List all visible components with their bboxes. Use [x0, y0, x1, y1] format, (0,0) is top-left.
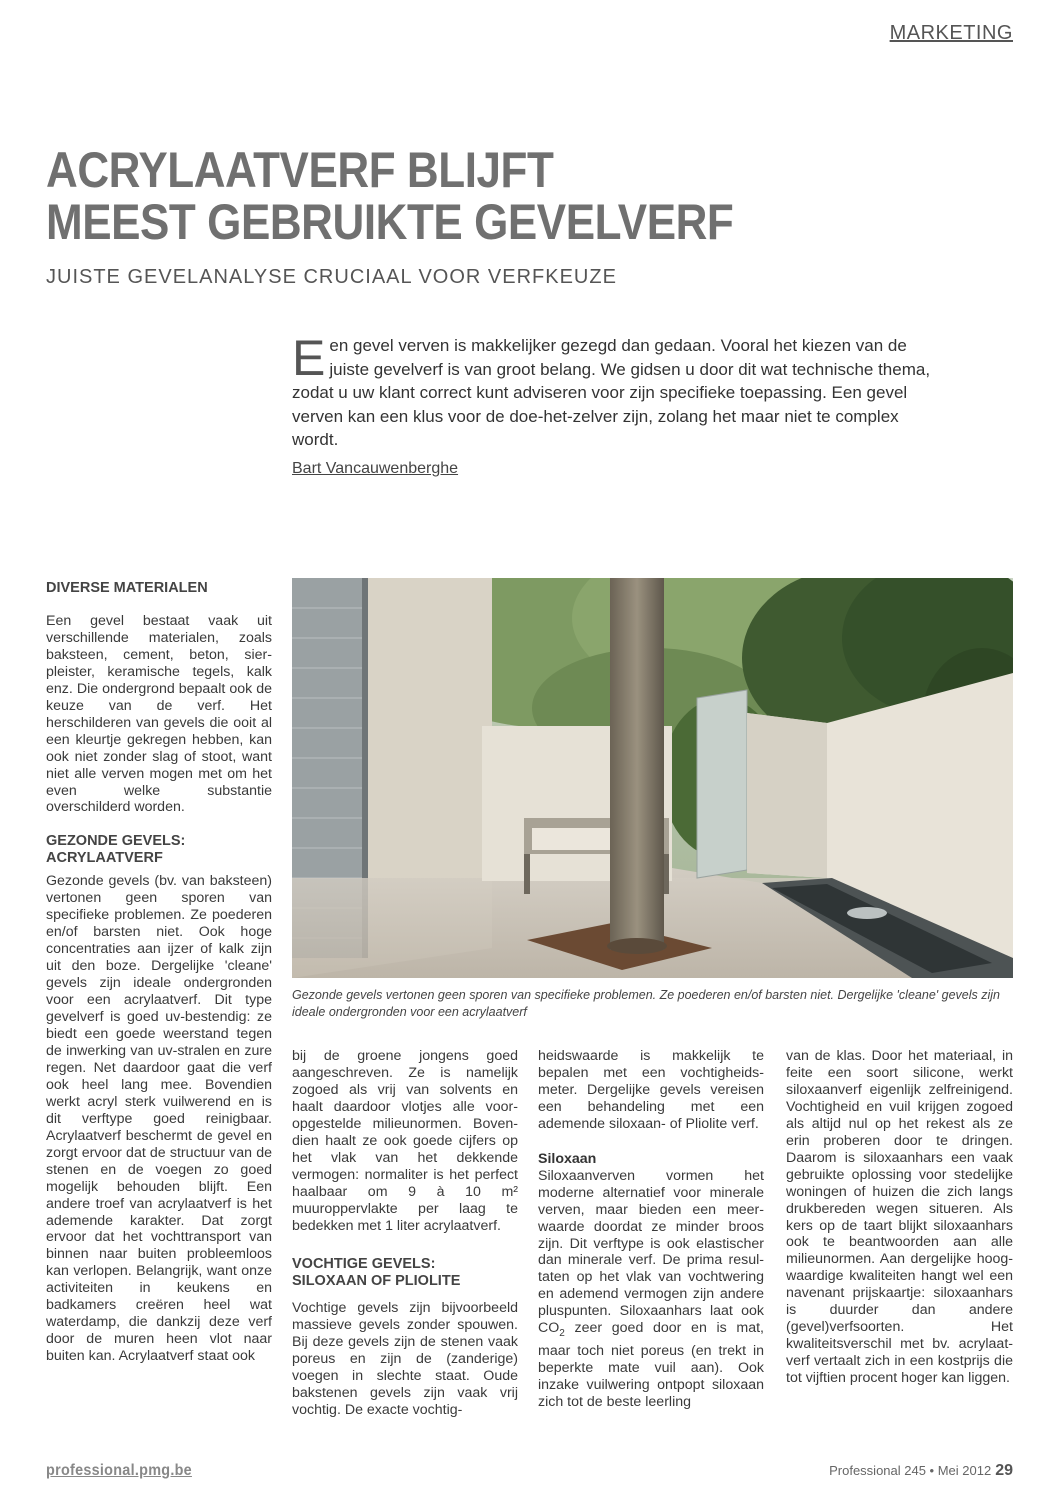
- courtyard-photo: [292, 578, 1013, 978]
- paragraph: [538, 1168, 764, 1411]
- author-byline: Bart Vancauwenberghe: [292, 460, 459, 477]
- paragraph: heidswaarde is makkelijk te bepalen met een vochtigheidsmeter. Dergelijke gevels vereisen een behandeling met een ademende siloxaan- of Pliolite verf.: [538, 1048, 764, 1132]
- heading-line: GEZONDE GEVELS:: [46, 833, 186, 850]
- heading-line: ACRYLAATVERF: [46, 850, 163, 867]
- heading-line: VOCHTIGE GEVELS:: [292, 1256, 436, 1273]
- paragraph: Vochtige gevels zijn bijvoorbeeld massieve gevels zonder spouwen. Bij deze gevels zijn de stenen vaak poreus en zijn de (zanderige) voegen in slechte staat. Oude bakstenen gevels zijn vaak vrij vochtig. De exacte vochtig-: [292, 1300, 518, 1419]
- article-title: [46, 144, 838, 248]
- column-1: [46, 580, 272, 1365]
- section-tag: MARKETING: [889, 22, 1013, 44]
- paragraph: van de klas. Door het materiaal, in feite een soort silicone, werkt siloxaanverf eigenlijk zelfreinigend. Vochtigheid en vuil krijgen zogoed als altijd nul op het rekest als ze erin proberen door te dringen. Daarom is siloxaanhars een vaak gebruikte oplossing voor stedelijke woningen of huizen die zich langs drukbereden wegen situeren. Als kers op de taart blijkt siloxaanhars ook te beantwoorden aan alle milieunormen. Aan dergelijke hoogwaardige kwaliteiten hangt wel een navenant prijskaartje: siloxaanhars is duurder dan andere (gevel)verfsoorten. Het kwaliteitsverschil met bv. acrylaatverf vertaalt zich in een kostprijs die tot vijftien procent hoger kan liggen.: [786, 1048, 1013, 1387]
- heading-diverse-materialen: DIVERSE MATERIALEN: [46, 580, 208, 596]
- column-4: [786, 1048, 1013, 1387]
- intro-text: en gevel verven is makkelijker gezegd dan gedaan. Vooral het kiezen van de juiste gevelverf is van groot belang. We gidsen u door dit wat technische thema, zodat u uw klant correct kunt adviseren voor zijn specifieke toepassing. Een gevel verven kan een klus voor de doe-het-zelver zijn, zolang het maar niet te complex wordt.: [292, 336, 931, 449]
- footer-issue: [829, 1462, 1013, 1480]
- drop-cap: E: [292, 330, 326, 386]
- paragraph: Een gevel bestaat vaak uit verschillende materialen, zoals baksteen, cement, beton, sierpleister, keramische tegels, kalk enz. Die ondergrond bepaalt ook de keuze van de verf. Het herschilderen van gevels die ooit al een kleurtje gekregen hebben, kan ook niet zonder slag of stoot, want niet alle verven mogen met om het even welke substantie overschilderd worden.: [46, 613, 272, 816]
- text-run: Siloxaanverven vormen het moderne alternatief voor minerale verven, maar bieden een meerwaarde doordat ze minder broos zijn. Dit verftype is ook elastischer dan minerale verf. De prima resultaten op het vlak van vochtwering en ademend vermogen zijn andere pluspunten. Siloxaanhars laat ook CO: [538, 1167, 764, 1337]
- paragraph: Gezonde gevels (bv. van baksteen) vertonen geen sporen van specifieke problemen. Ze poederen en/of barsten niet. Ook hoge concentraties aan ijzer of kalk zijn uit den boze. Dergelijke 'cleane' gevels zijn ideale ondergronden voor een acrylaatverf. Dit type gevelverf is goed uv-bestendig: ze biedt een goede weerstand tegen de inwerking van uv-stralen en zure regen. Net daardoor gaat die verf ook heel lang mee. Bovendien werkt acryl sterk vuilwerend en is dit verftype goed reinigbaar. Acrylaatverf beschermt de gevel en zorgt ervoor dat de structuur van de stenen en de voegen zo goed mogelijk behouden blijft. Een andere troef van acrylaatverf is het ademende karakter. Dat zorgt ervoor dat het vochttransport van binnen naar buiten probleemloos kan verlopen. Belangrijk, want onze activiteiten in keukens en badkamers creëren heel wat waterdamp, die dankzij deze verf door de muren heen vlot naar buiten kan. Acrylaatverf staat ook: [46, 873, 272, 1365]
- subscript: 2: [559, 1328, 565, 1340]
- heading-vochtige-gevels: [292, 1256, 518, 1290]
- subheading-siloxaan: Siloxaan: [538, 1150, 597, 1167]
- column-2: [292, 1048, 518, 1419]
- column-3: [538, 1048, 764, 1411]
- text-run: zeer goed door en is mat, maar toch niet poreus (en trekt in beperkte mate vuil aan). Ook inzake vuilwering ontpopt siloxaan zich tot de beste leerling: [538, 1320, 764, 1410]
- issue-label: Professional 245 • Mei 2012: [829, 1463, 992, 1478]
- heading-line: SILOXAAN OF PLIOLITE: [292, 1273, 461, 1290]
- article-subtitle: JUISTE GEVELANALYSE CRUCIAAL VOOR VERFKEUZE: [46, 266, 617, 288]
- title-line-2: MEEST GEBRUIKTE GEVELVERF: [46, 194, 734, 250]
- photo-caption: Gezonde gevels vertonen geen sporen van specifieke problemen. Ze poederen en/of barsten niet. Dergelijke 'cleane' gevels zijn ideale ondergronden voor een acrylaatverf: [292, 988, 1000, 1019]
- footer-site-link[interactable]: professional.pmg.be: [46, 1462, 192, 1479]
- heading-gezonde-gevels: [46, 833, 272, 867]
- title-line-1: ACRYLAATVERF BLIJFT: [46, 142, 554, 198]
- page-number: 29: [995, 1462, 1013, 1479]
- paragraph: bij de groene jongens goed aangeschreven. Ze is namelijk zogoed als vrij van solvents en haalt daardoor vlotjes alle vooropgestelde milieunormen. Bovendien haalt ze ook goede cijfers op het vlak van het dekkende vermogen: normaliter is het perfect haalbaar om 9 à 10 m² muuroppervlakte per laag te bedekken met 1 liter acrylaatverf.: [292, 1048, 518, 1234]
- intro-paragraph: [292, 330, 932, 452]
